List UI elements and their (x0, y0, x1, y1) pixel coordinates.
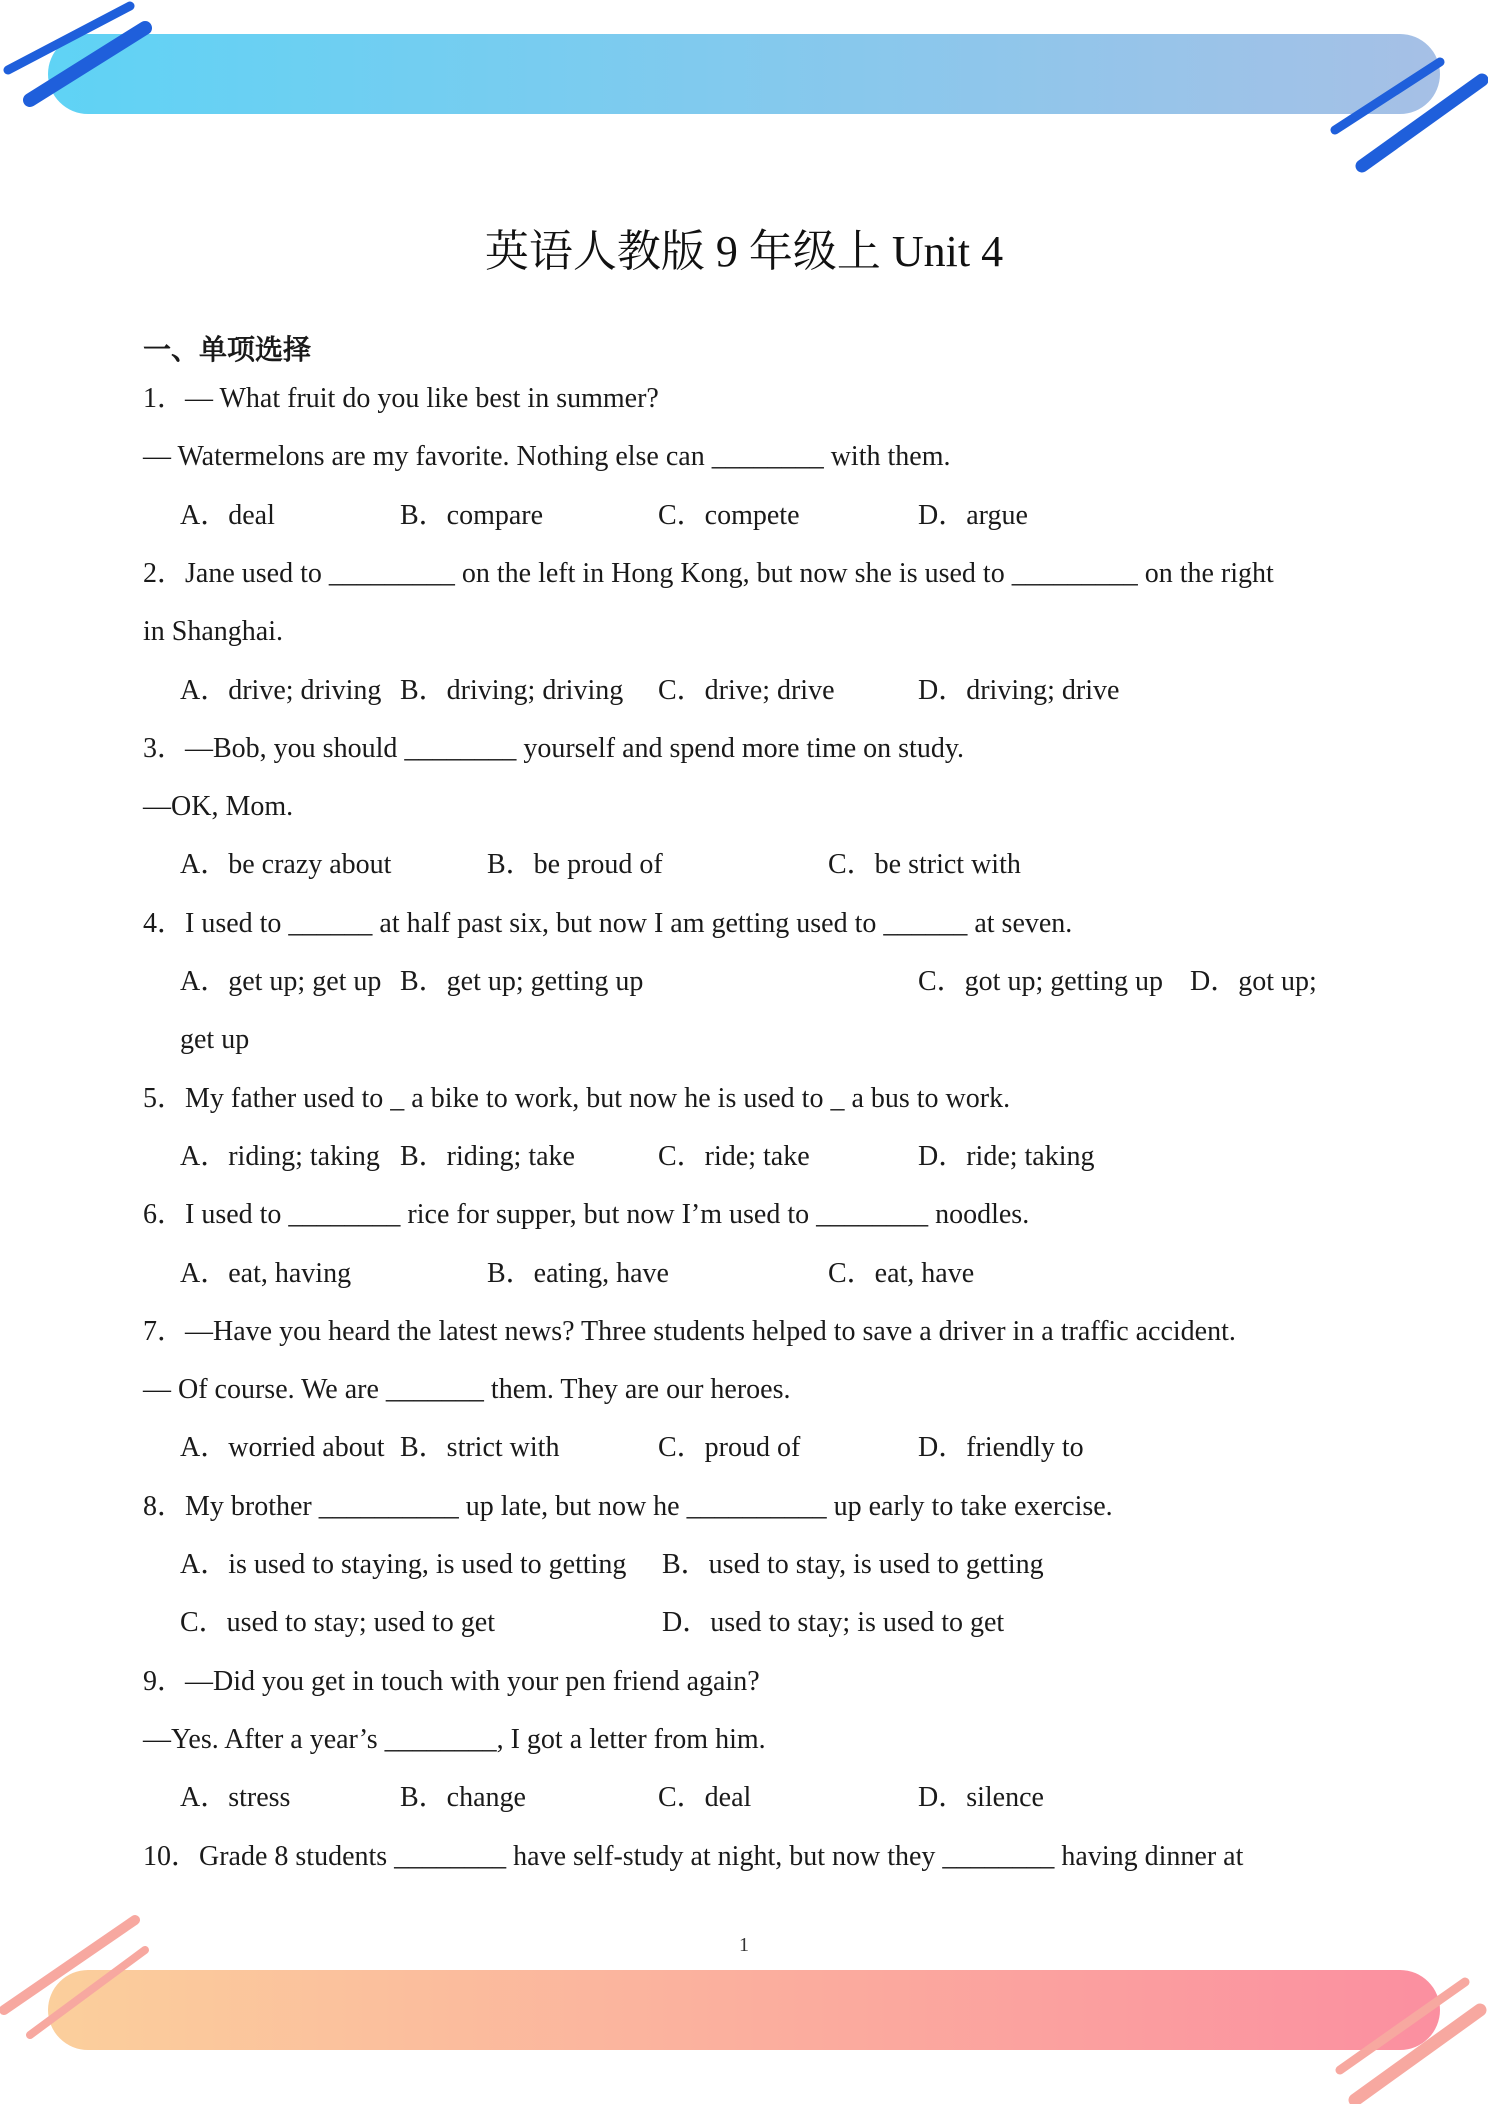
question-stem: 9．—Did you get in touch with your pen friend again? (143, 1665, 760, 1697)
option-d: D．driving; drive (918, 674, 1120, 706)
option-b: B．strict with (400, 1432, 560, 1464)
question-line: — Watermelons are my favorite. Nothing else can ________ with them. (143, 441, 951, 473)
page-number: 1 (739, 1934, 749, 1956)
option-a: A．deal (180, 499, 275, 531)
option-b: B．used to stay, is used to getting (662, 1549, 1044, 1580)
question-stem: 1．— What fruit do you like best in summer? (143, 383, 659, 414)
question-line: — Of course. We are _______ them. They are our heroes. (143, 1374, 791, 1406)
header-bar (48, 34, 1440, 114)
option-c: C．proud of (658, 1432, 801, 1464)
option-c: C．got up; getting up (918, 966, 1164, 997)
option-b: B．eating, have (487, 1257, 669, 1289)
header-banner (0, 0, 1488, 175)
footer-stripes-right (1340, 1982, 1480, 2100)
option-b: B．driving; driving (400, 674, 624, 706)
option-a: A．eat, having (180, 1257, 352, 1289)
option-c: C．compete (658, 499, 800, 531)
header-stripes-right (1335, 62, 1482, 166)
option-b: B．riding; take (400, 1140, 575, 1172)
option-a: A．be crazy about (180, 849, 392, 881)
option-a: A．riding; taking (180, 1140, 380, 1172)
option-d: D．friendly to (918, 1432, 1084, 1464)
question-line: —Yes. After a year’s ________, I got a letter from him. (143, 1723, 766, 1755)
question-stem: 10．Grade 8 students ________ have self-study at night, but now they ________ having dinner at (143, 1840, 1244, 1872)
option-b: B．be proud of (487, 849, 663, 881)
option-c: C．used to stay; used to get (180, 1607, 495, 1639)
document-title: 英语人教版 9 年级上 Unit 4 (484, 227, 1004, 276)
option-d: D．used to stay; is used to get (662, 1607, 1005, 1639)
option-c: C．ride; take (658, 1140, 810, 1172)
option-b: B．change (400, 1782, 526, 1814)
question-line: —OK, Mom. (143, 791, 294, 823)
option-c: C．deal (658, 1782, 752, 1814)
option-continuation: get up (180, 1024, 250, 1056)
footer-bar (48, 1970, 1440, 2050)
question-stem: 7．—Have you heard the latest news? Three students helped to save a driver in a traffic accident. (143, 1315, 1236, 1347)
option-d: D．argue (918, 499, 1028, 531)
question-stem: 6．I used to ________ rice for supper, but now I’m used to ________ noodles. (143, 1199, 1030, 1231)
option-a: A．get up; get up (180, 966, 382, 997)
header-stripes-left (8, 6, 145, 100)
option-a: A．stress (180, 1782, 291, 1814)
question-line: in Shanghai. (143, 616, 283, 648)
option-c: C．drive; drive (658, 674, 835, 706)
option-c: C．eat, have (828, 1257, 975, 1289)
option-a: A．is used to staying, is used to getting (180, 1549, 627, 1580)
option-d: D．ride; taking (918, 1140, 1095, 1172)
option-c: C．be strict with (828, 849, 1021, 881)
question-stem: 4．I used to ______ at half past six, but now I am getting used to ______ at seven. (143, 907, 1073, 939)
option-d: D．got up; (1190, 966, 1317, 997)
option-b: B．compare (400, 499, 544, 531)
question-stem: 3．—Bob, you should ________ yourself and spend more time on study. (143, 732, 965, 764)
question-stem: 2．Jane used to _________ on the left in Hong Kong, but now she is used to _________ on the right (143, 557, 1274, 589)
section-heading: 一、单项选择 (143, 333, 312, 366)
question-stem: 8．My brother __________ up late, but now he __________ up early to take exercise. (143, 1490, 1113, 1522)
question-stem: 5．My father used to _ a bike to work, but now he is used to _ a bus to work. (143, 1082, 1011, 1114)
option-a: A．drive; driving (180, 674, 382, 706)
option-b: B．get up; getting up (400, 966, 644, 997)
option-d: D．silence (918, 1782, 1044, 1814)
option-a: A．worried about (180, 1432, 385, 1464)
